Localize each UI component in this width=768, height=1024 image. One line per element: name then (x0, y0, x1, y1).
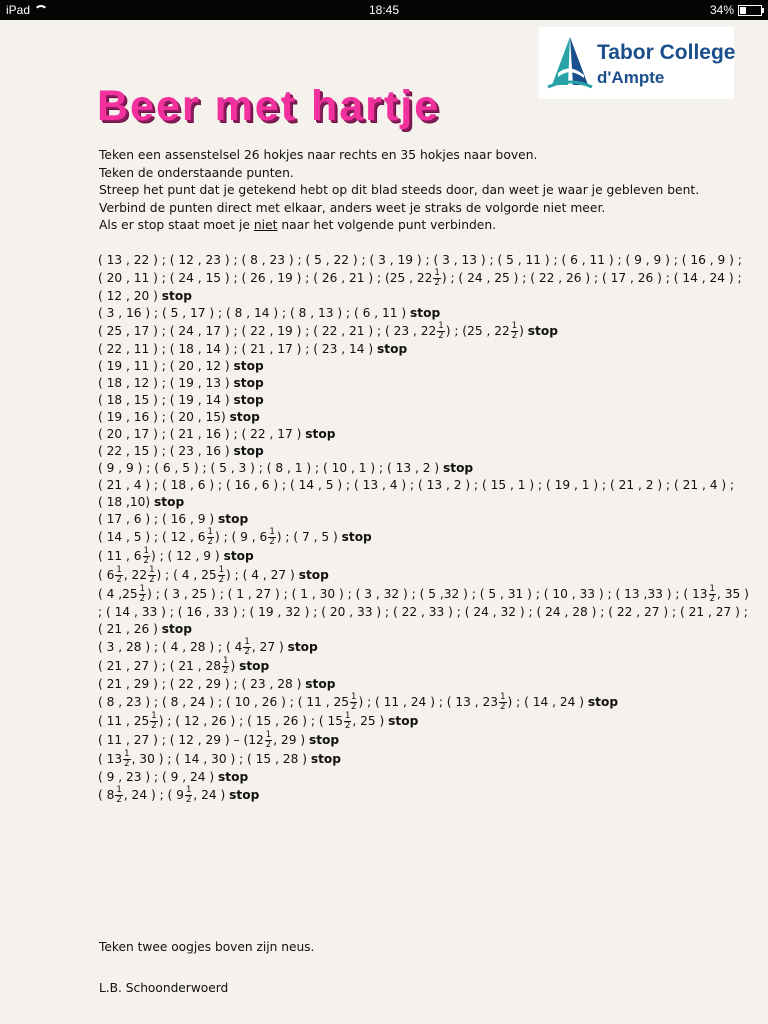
fraction-denominator: 2 (151, 721, 157, 731)
coordinate-line (98, 392, 698, 409)
stop-marker: stop (229, 410, 260, 424)
fraction-denominator: 2 (511, 331, 518, 341)
fraction (511, 322, 518, 341)
text-segment: ( 21 , 26 ) (98, 622, 162, 636)
text-segment: ( 19 , 16 ) ; ( 20 , 15) (98, 410, 230, 424)
fraction (207, 528, 214, 547)
coordinate-line (98, 443, 698, 460)
stop-marker: stop (233, 444, 264, 458)
fraction-numerator: 1 (151, 711, 157, 721)
stop-marker: stop (298, 568, 329, 582)
text-segment: ( 21 , 29 ) ; ( 22 , 29 ) ; ( 23 , 28 ) (98, 677, 306, 691)
fraction-denominator: 2 (269, 537, 275, 547)
fraction (115, 786, 122, 805)
status-battery (710, 3, 762, 17)
coordinate-line (98, 252, 742, 269)
coordinate-line (98, 604, 748, 621)
text-segment: ) (230, 659, 240, 673)
coordinate-line (98, 528, 698, 547)
text-segment: , 30 ) ; ( 14 , 30 ) ; ( 15 , 28 ) (131, 752, 311, 766)
stop-marker: stop (233, 359, 264, 373)
fraction (344, 712, 351, 731)
fraction-denominator: 2 (207, 537, 213, 547)
instruction-line (99, 200, 699, 218)
stop-marker: stop (442, 461, 474, 475)
fraction-numerator: 1 (124, 749, 130, 759)
stop-marker: stop (310, 752, 342, 766)
text-segment: ( 4 ,25 (98, 587, 138, 601)
text-segment: ( 22 , 15 ) ; ( 23 , 16 ) (98, 444, 234, 458)
text-segment: ) ; (25 , 22 (445, 324, 510, 338)
coordinate-line (98, 621, 698, 638)
text-segment: ( 22 , 11 ) ; ( 18 , 14 ) ; ( 21 , 17 ) ; ( 23 , 14 ) (98, 342, 378, 356)
text-segment: ) ; ( 4 , 27 ) (226, 568, 299, 582)
coordinate-line (98, 693, 698, 712)
fraction-denominator: 2 (223, 666, 229, 676)
text-segment: ) ; ( 24 , 25 ) ; ( 22 , 26 ) ; ( 17 , 26 ) ; ( 14 , 24 ) ; (441, 271, 742, 285)
fraction (218, 566, 225, 585)
text-segment: naar het volgende punt verbinden. (277, 218, 497, 232)
text-segment: ) ; ( 12 , 26 ) ; ( 15 , 26 ) ; ( 15 (158, 714, 343, 728)
fraction (709, 585, 716, 604)
text-segment: Teken een assenstelsel 26 hokjes naar rechts en 35 hokjes naar boven. (99, 148, 538, 162)
fraction-denominator: 2 (434, 278, 440, 288)
coordinate-line (98, 657, 698, 676)
fraction-denominator: 2 (344, 721, 351, 731)
coordinate-line (98, 268, 742, 288)
fraction-denominator: 2 (265, 740, 272, 750)
fraction (268, 528, 275, 547)
text-segment: ) ; ( 4 , 25 (156, 568, 217, 582)
fraction (499, 693, 506, 712)
text-segment: ) ; ( 14 , 24 ) (507, 695, 588, 709)
fraction-numerator: 1 (185, 785, 192, 795)
text-segment: ) ; ( 11 , 24 ) ; ( 13 , 23 (358, 695, 499, 709)
text-segment: ( 18 , 15 ) ; ( 19 , 14 ) (98, 393, 234, 407)
text-segment: ) ; ( 3 , 25 ) ; ( 1 , 27 ) ; ( 1 , 30 ) ; ( 3 , 32 ) ; ( 5 ,32 ) ; ( 5 , 31 ) ; ( 10 , 33 ) ; ( 13 ,33 ) ; ( 13 (147, 587, 708, 601)
stop-marker: stop (218, 770, 249, 784)
fraction-numerator: 1 (143, 546, 149, 556)
text-segment: , 24 ) ; ( 9 (123, 788, 184, 802)
logo-line-2: d'Ampte (597, 68, 665, 87)
coordinate-line (98, 584, 749, 604)
status-time: 18:45 (368, 3, 400, 17)
fraction-denominator: 2 (218, 575, 225, 585)
coordinate-line (98, 477, 735, 494)
fraction-numerator: 1 (223, 656, 229, 666)
fraction-numerator: 1 (218, 565, 225, 575)
fraction-numerator: 1 (116, 565, 122, 575)
battery-percentage: 34% (709, 3, 734, 17)
text-segment: ( 25 , 17 ) ; ( 24 , 17 ) ; ( 22 , 19 ) ; ( 22 , 21 ) ; ( 23 , 22 (98, 324, 437, 338)
coordinate-line (98, 358, 698, 375)
coordinate-line (98, 305, 698, 322)
fraction (265, 731, 272, 750)
fraction-numerator: 1 (344, 711, 351, 721)
coordinate-list (98, 252, 749, 805)
coordinate-line (98, 566, 698, 585)
coordinate-line (98, 731, 698, 750)
text-segment: ( 9 , 9 ) ; ( 6 , 5 ) ; ( 5 , 3 ) ; ( 8 , 1 ) ; ( 10 , 1 ) ; ( 13 , 2 ) (98, 461, 443, 475)
instruction-line (99, 165, 699, 183)
text-segment: ( 20 , 11 ) ; ( 24 , 15 ) ; ( 26 , 19 ) ; ( 26 , 21 ) ; (25 , 22 (98, 271, 433, 285)
coordinate-line (98, 511, 698, 528)
fraction (185, 786, 192, 805)
text-segment: Streep het punt dat je getekend hebt op dit blad steeds door, dan weet je waar je gebleven bent. (99, 183, 700, 197)
text-segment: ( 11 , 27 ) ; ( 12 , 29 ) – (12 (98, 733, 264, 747)
coordinate-line (98, 676, 698, 693)
sailboat-logo-icon (544, 33, 596, 93)
status-bar (0, 0, 768, 20)
text-segment: , 22 (123, 568, 148, 582)
footer-note: Teken twee oogjes boven zijn neus. (99, 940, 315, 954)
fraction-numerator: 1 (709, 584, 715, 594)
page-title: Beer met hartje (97, 82, 441, 130)
stop-marker: stop (229, 788, 260, 802)
fraction-numerator: 1 (269, 527, 275, 537)
text-segment: ( 13 (98, 752, 123, 766)
school-logo (539, 27, 734, 99)
fraction (243, 638, 250, 657)
stop-marker: stop (161, 289, 192, 303)
text-segment: ( 3 , 16 ) ; ( 5 , 17 ) ; ( 8 , 14 ) ; ( 8 , 13 ) ; ( 6 , 11 ) (98, 306, 411, 320)
fraction-denominator: 2 (116, 795, 122, 805)
fraction-denominator: 2 (185, 795, 192, 805)
text-segment: , 25 ) (352, 714, 389, 728)
fraction-denominator: 2 (351, 702, 357, 712)
fraction-denominator: 2 (116, 575, 122, 585)
fraction-numerator: 1 (438, 321, 444, 331)
text-segment: ( 17 , 6 ) ; ( 16 , 9 ) (98, 512, 219, 526)
text-segment: ( 18 ,10) (98, 495, 155, 509)
fraction (150, 712, 157, 731)
text-segment: Als er stop staat moet je (99, 218, 254, 232)
coordinate-line (98, 460, 698, 477)
fraction-denominator: 2 (124, 759, 130, 769)
fraction-denominator: 2 (438, 331, 444, 341)
coordinate-line (98, 288, 698, 305)
coordinate-line (98, 547, 698, 566)
text-segment: ( 13 , 22 ) ; ( 12 , 23 ) ; ( 8 , 23 ) ; ( 5 , 22 ) ; ( 3 , 19 ) ; ( 3 , 13 ) ; ( 5 , 11 ) ; ( 6 , 11 ) ; ( 9 , 9 ) ; ( 16 , 9 ) ; (98, 253, 742, 267)
instruction-line (99, 217, 699, 235)
logo-line-1: Tabor College (597, 41, 736, 64)
text-segment: ( 11 , 25 (98, 714, 150, 728)
stop-marker: stop (305, 677, 336, 691)
battery-icon (738, 5, 762, 16)
fraction-numerator: 1 (511, 321, 518, 331)
text-segment: ( 19 , 11 ) ; ( 20 , 12 ) (98, 359, 234, 373)
fraction (148, 566, 155, 585)
coordinate-line (98, 341, 698, 358)
stop-marker: stop (233, 393, 264, 407)
instructions (99, 147, 699, 235)
coordinate-line (98, 322, 698, 341)
fraction-numerator: 1 (351, 692, 357, 702)
text-segment: ( 20 , 17 ) ; ( 21 , 16 ) ; ( 22 , 17 ) (98, 427, 306, 441)
text-segment: ( 18 , 12 ) ; ( 19 , 13 ) (98, 376, 234, 390)
stop-marker: stop (305, 427, 336, 441)
coordinate-line (98, 426, 698, 443)
stop-marker: stop (233, 376, 264, 390)
coordinate-line (98, 409, 698, 426)
underlined-word: niet (253, 218, 278, 232)
text-segment: ; ( 14 , 33 ) ; ( 16 , 33 ) ; ( 19 , 32 ) ; ( 20 , 33 ) ; ( 22 , 33 ) ; ( 24 , 32 ) ; ( 24 , 28 ) ; ( 22 , 27 ) ; ( 21 , 27 ) ; (98, 605, 748, 619)
stop-marker: stop (287, 640, 318, 654)
stop-marker: stop (218, 512, 249, 526)
fraction-numerator: 1 (207, 527, 213, 537)
text-segment: ) ; ( 12 , 9 ) (150, 549, 224, 563)
text-segment: ( 8 (98, 788, 115, 802)
fraction (350, 693, 357, 712)
fraction-numerator: 1 (244, 637, 250, 647)
text-segment: ( 14 , 5 ) ; ( 12 , 6 (98, 530, 206, 544)
text-segment: ) ; ( 9 , 6 (214, 530, 268, 544)
coordinate-line (98, 638, 698, 657)
text-segment: ( 12 , 20 ) (98, 289, 162, 303)
fraction (222, 657, 229, 676)
text-segment: ( 3 , 28 ) ; ( 4 , 28 ) ; ( 4 (98, 640, 243, 654)
fraction-denominator: 2 (139, 594, 146, 604)
fraction-numerator: 1 (265, 730, 272, 740)
fraction-denominator: 2 (143, 556, 149, 566)
fraction-denominator: 2 (244, 647, 250, 657)
fraction-numerator: 1 (434, 268, 440, 278)
text-segment: ( 21 , 4 ) ; ( 18 , 6 ) ; ( 16 , 6 ) ; ( 14 , 5 ) ; ( 13 , 4 ) ; ( 13 , 2 ) ; ( 15 , 1 ) ; ( 19 , 1 ) ; ( 21 , 2 ) ; ( 21 , 4 ) ; (98, 478, 735, 492)
fraction (437, 322, 444, 341)
stop-marker: stop (587, 695, 619, 709)
coordinate-line (98, 494, 698, 511)
coordinate-line (98, 769, 698, 786)
text-segment: Teken de onderstaande punten. (99, 165, 294, 180)
instruction-line (99, 182, 699, 200)
fraction (139, 585, 146, 604)
text-segment: ( 8 , 23 ) ; ( 8 , 24 ) ; ( 10 , 26 ) ; ( 11 , 25 (98, 695, 350, 709)
coordinate-line (98, 750, 698, 769)
text-segment: ) ; ( 7 , 5 ) (276, 530, 342, 544)
text-segment: ) (519, 324, 528, 338)
fraction (143, 547, 150, 566)
stop-marker: stop (388, 714, 419, 728)
text-segment: , 24 ) (193, 788, 230, 802)
fraction-numerator: 1 (149, 565, 155, 575)
fraction-numerator: 1 (139, 584, 146, 594)
text-segment: , 27 ) (251, 640, 288, 654)
fraction-numerator: 1 (116, 785, 122, 795)
stop-marker: stop (308, 733, 340, 747)
stop-marker: stop (527, 324, 558, 338)
stop-marker: stop (341, 530, 372, 544)
instruction-line (99, 147, 699, 165)
fraction-denominator: 2 (149, 575, 155, 585)
text-segment: ( 21 , 27 ) ; ( 21 , 28 (98, 659, 222, 673)
coordinate-line (98, 375, 698, 392)
stop-marker: stop (377, 342, 408, 356)
text-segment: ( 6 (98, 568, 115, 582)
text-segment: ( 9 , 23 ) ; ( 9 , 24 ) (98, 770, 219, 784)
stop-marker: stop (410, 306, 441, 320)
stop-marker: stop (154, 495, 185, 509)
text-segment: ( 11 , 6 (98, 549, 142, 563)
fraction (123, 750, 130, 769)
stop-marker: stop (239, 659, 270, 673)
coordinate-line (98, 712, 698, 731)
fraction (433, 269, 440, 288)
device-label: iPad (6, 3, 31, 17)
fraction-numerator: 1 (500, 692, 506, 702)
fraction (115, 566, 122, 585)
text-segment: , 29 ) (273, 733, 309, 747)
text-segment: , 35 ) (716, 587, 749, 601)
stop-marker: stop (223, 549, 254, 563)
text-segment: Verbind de punten direct met elkaar, anders weet je straks de volgorde niet meer. (99, 200, 606, 215)
fraction-denominator: 2 (500, 702, 506, 712)
coordinate-line (98, 786, 698, 805)
fraction-denominator: 2 (709, 594, 715, 604)
author: L.B. Schoonderwoerd (99, 981, 229, 995)
stop-marker: stop (161, 622, 192, 636)
